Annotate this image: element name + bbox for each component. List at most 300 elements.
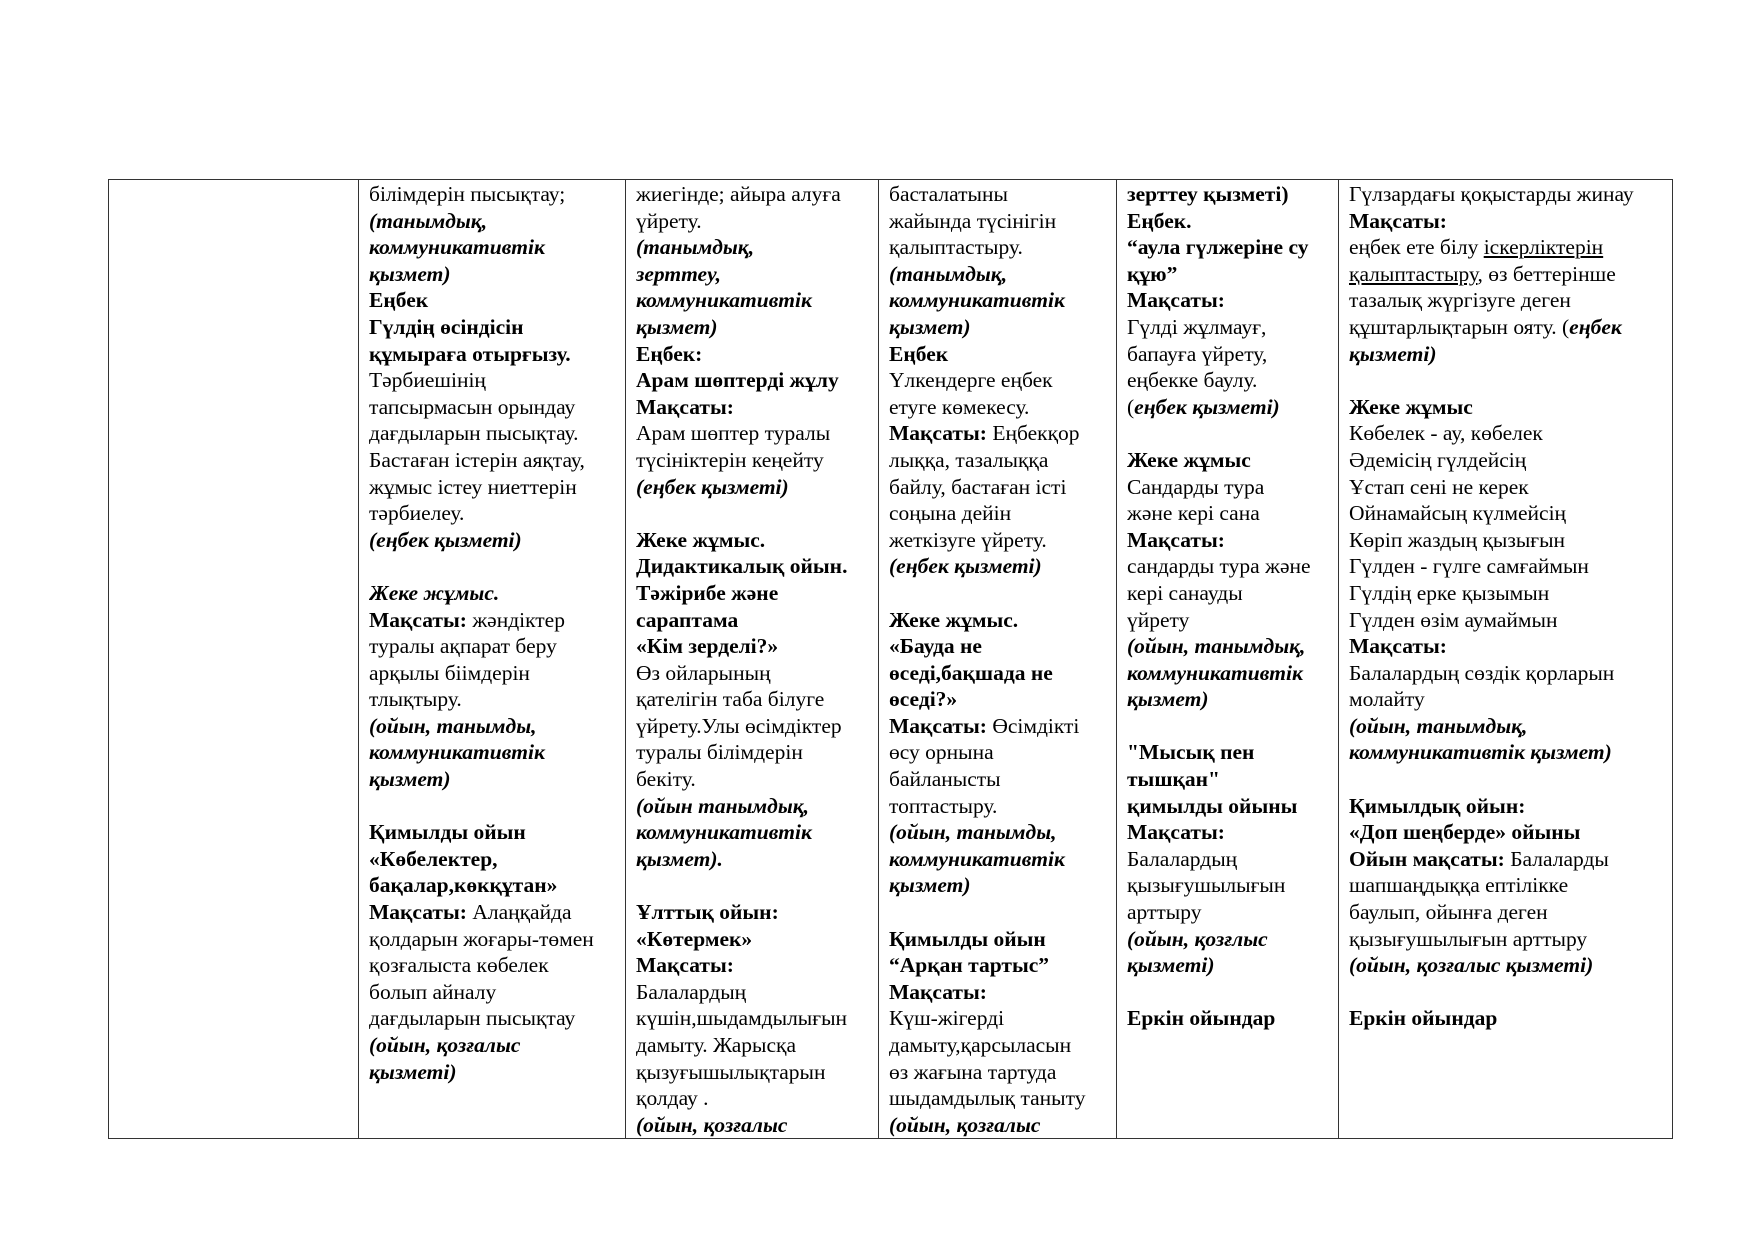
text-run: (танымдық, xyxy=(889,261,1008,286)
text-line xyxy=(889,367,1106,394)
text-line xyxy=(1127,872,1328,899)
text-run: зерттеу, xyxy=(636,261,721,286)
text-run: Дидактикалық ойын. xyxy=(636,554,848,579)
text-run: Гүлді жұлмауғ, xyxy=(1127,314,1267,339)
text-run: Мақсаты: xyxy=(889,421,993,446)
text-line xyxy=(369,1005,615,1032)
text-run: еңбек xyxy=(1569,314,1622,339)
text-line xyxy=(889,1112,1106,1137)
text-run: дамыту,қарсыласын xyxy=(889,1033,1072,1057)
text-run: Әдемісің гүлдейсің xyxy=(1349,447,1527,472)
text-run: құштарлықтарын ояту. ( xyxy=(1349,314,1570,339)
text-line xyxy=(889,926,1106,953)
text-line xyxy=(1349,633,1662,660)
text-run: коммуникативтік қызмет) xyxy=(1349,740,1612,765)
text-line xyxy=(1127,979,1328,1006)
text-line xyxy=(636,926,868,953)
text-run: Мақсаты: xyxy=(889,713,993,738)
text-line xyxy=(1127,553,1328,580)
text-run: Ойын мақсаты: xyxy=(1349,846,1511,871)
text-line xyxy=(1127,181,1328,208)
text-line xyxy=(1127,314,1328,341)
text-run: құмыраға отырғызу. xyxy=(369,341,571,366)
text-line xyxy=(1127,899,1328,926)
text-run: Жеке жұмыс. xyxy=(369,580,500,605)
text-line xyxy=(369,607,615,634)
text-line xyxy=(369,899,615,926)
text-line xyxy=(1127,607,1328,634)
text-run: Балалардың xyxy=(1127,846,1238,871)
text-run: баулып, ойынға деген xyxy=(1349,900,1548,925)
text-run: коммуникативтік xyxy=(636,288,812,313)
text-run: Ұстап сені не керек xyxy=(1349,474,1529,499)
text-line xyxy=(369,633,615,660)
text-run: қолдарын жоғары-төмен xyxy=(369,926,594,951)
text-line xyxy=(889,979,1106,1006)
text-run: Еңбек: xyxy=(636,341,703,366)
text-line xyxy=(369,766,615,793)
text-line xyxy=(369,739,615,766)
text-run: күшін,шыдамдылығын xyxy=(636,1006,848,1031)
text-run: Мақсаты: xyxy=(636,394,734,419)
text-line xyxy=(889,341,1106,368)
text-run: басталатыны xyxy=(889,182,1008,206)
text-line xyxy=(1127,447,1328,474)
text-line xyxy=(1127,341,1328,368)
text-run: Еңбек. xyxy=(1127,208,1192,233)
text-line xyxy=(636,420,868,447)
text-line xyxy=(1349,314,1662,341)
text-run: қызмет) xyxy=(1127,687,1209,712)
text-line xyxy=(1349,553,1662,580)
text-run: (танымдық, xyxy=(369,208,488,233)
text-line xyxy=(889,1032,1106,1059)
text-run: Көбелек - ау, көбелек xyxy=(1349,421,1543,446)
text-run: Мақсаты: xyxy=(636,953,734,978)
text-run: коммуникативтік xyxy=(889,846,1065,871)
text-run: Мақсаты: xyxy=(369,900,473,925)
text-run: «Доп шеңберде» ойыны xyxy=(1349,820,1581,845)
text-line xyxy=(1349,500,1662,527)
text-run: Мақсаты: xyxy=(889,979,987,1004)
text-line xyxy=(889,474,1106,501)
text-line xyxy=(1349,208,1662,235)
text-run: қызығушылығын арттыру xyxy=(1349,926,1588,951)
text-line xyxy=(889,1085,1106,1112)
text-line xyxy=(1127,686,1328,713)
text-line xyxy=(369,447,615,474)
text-line xyxy=(1349,1005,1662,1032)
text-line xyxy=(1127,846,1328,873)
text-line xyxy=(1349,420,1662,447)
table-cell-col-3 xyxy=(879,180,1117,1139)
text-line xyxy=(369,979,615,1006)
text-run: зерттеу қызметі) xyxy=(1127,182,1289,206)
text-run: болып айналу xyxy=(369,979,497,1004)
text-run: қызығушылығын xyxy=(1127,873,1286,898)
text-run: Гүлдің өсіндісін xyxy=(369,314,524,339)
text-line xyxy=(369,500,615,527)
text-run: топтастыру. xyxy=(889,793,998,818)
text-run: Балаларды xyxy=(1510,846,1609,871)
text-line xyxy=(889,394,1106,421)
text-line xyxy=(1349,872,1662,899)
text-run: (ойын танымдық, xyxy=(636,793,810,818)
text-run: Көріп жаздың қызығын xyxy=(1349,527,1566,552)
text-line xyxy=(369,181,615,208)
text-run: ( xyxy=(1127,394,1135,419)
text-line xyxy=(636,899,868,926)
text-run: түсініктерін кеңейту xyxy=(636,447,824,472)
text-line xyxy=(636,1085,868,1112)
text-run: Еңбекқор xyxy=(992,421,1080,446)
text-line xyxy=(1127,474,1328,501)
text-line xyxy=(369,660,615,687)
text-line xyxy=(889,420,1106,447)
text-line xyxy=(1127,208,1328,235)
text-line xyxy=(369,872,615,899)
text-line xyxy=(1127,500,1328,527)
text-run: өседі,бақшада не xyxy=(889,660,1053,685)
text-line xyxy=(889,607,1106,634)
text-run: бапауға үйрету, xyxy=(1127,341,1268,366)
text-line xyxy=(889,846,1106,873)
text-run: (ойын, танымды, xyxy=(369,713,537,738)
text-run: тапсырмасын орындау xyxy=(369,394,576,419)
text-run: Еркін ойындар xyxy=(1349,1006,1498,1031)
text-line xyxy=(1349,234,1662,261)
text-run: коммуникативтік xyxy=(636,820,812,845)
text-line xyxy=(889,739,1106,766)
text-run: қызметі) xyxy=(1127,953,1215,978)
text-line xyxy=(1349,474,1662,501)
text-run: өседі?» xyxy=(889,687,958,712)
text-line xyxy=(636,633,868,660)
text-run: Тәрбиешінің xyxy=(369,368,486,393)
text-line xyxy=(1349,341,1662,368)
text-run: қалыптастыру xyxy=(1349,261,1478,286)
text-line xyxy=(1127,420,1328,447)
text-run: дағдыларын пысықтау xyxy=(369,1006,576,1031)
text-line xyxy=(889,1059,1106,1086)
text-line xyxy=(636,607,868,634)
text-line xyxy=(369,314,615,341)
text-run: Арам шөптер туралы xyxy=(636,421,831,446)
text-line xyxy=(1349,739,1662,766)
text-run: қызметі) xyxy=(1349,341,1437,366)
text-run: “аула гүлжеріне су xyxy=(1127,235,1309,260)
text-run: (еңбек қызметі) xyxy=(636,474,789,499)
text-line xyxy=(1127,660,1328,687)
text-line xyxy=(1127,793,1328,820)
text-line xyxy=(1349,181,1662,208)
text-line xyxy=(889,527,1106,554)
text-run: қызмет) xyxy=(369,767,451,792)
text-line xyxy=(636,979,868,1006)
text-run: жұмыс істеу ниеттерін xyxy=(369,474,577,499)
text-line xyxy=(1349,607,1662,634)
text-run: (ойын, танымдық, xyxy=(1127,634,1306,659)
text-line xyxy=(1349,899,1662,926)
text-line xyxy=(1127,633,1328,660)
text-run: Мақсаты: xyxy=(1127,820,1225,845)
text-line xyxy=(636,1032,868,1059)
text-run: Үлкендерге еңбек xyxy=(889,368,1053,393)
text-run: (еңбек қызметі) xyxy=(889,554,1042,579)
text-line xyxy=(636,474,868,501)
text-line xyxy=(369,1059,615,1086)
text-run: тазалық жүргізуге деген xyxy=(1349,288,1571,313)
text-line xyxy=(1349,261,1662,288)
text-line xyxy=(889,314,1106,341)
text-run: Балалардың сөздік қорларын xyxy=(1349,660,1615,685)
text-run: қызмет) xyxy=(636,314,718,339)
text-line xyxy=(889,899,1106,926)
text-line xyxy=(889,872,1106,899)
text-run: шапшаңдыққа ептілікке xyxy=(1349,873,1569,898)
text-line xyxy=(1349,527,1662,554)
text-line xyxy=(1127,713,1328,740)
text-run: Ұлттық ойын: xyxy=(636,900,779,925)
table-cell-col-5 xyxy=(1339,180,1673,1139)
text-run: Өсімдікті xyxy=(992,713,1080,738)
text-line xyxy=(889,1005,1106,1032)
text-line xyxy=(636,872,868,899)
text-line xyxy=(1127,580,1328,607)
text-run: сараптама xyxy=(636,607,739,632)
text-run: еңбек қызметі) xyxy=(1134,394,1280,419)
text-line xyxy=(369,287,615,314)
text-run: білімдерін пысықтау; xyxy=(369,182,566,206)
text-run: “Арқан тартыс” xyxy=(889,953,1050,978)
text-line xyxy=(369,208,615,235)
text-run: дағдыларын пысықтау. xyxy=(369,421,579,446)
text-line xyxy=(889,713,1106,740)
text-run: соңына дейін xyxy=(889,501,1012,526)
text-run: қимылды ойыны xyxy=(1127,793,1298,818)
text-run: арқылы біімдерін xyxy=(369,660,530,685)
text-line xyxy=(636,819,868,846)
text-run: Еңбек xyxy=(889,341,949,366)
text-line xyxy=(1349,952,1662,979)
text-line xyxy=(636,846,868,873)
text-run: қызмет) xyxy=(889,873,971,898)
text-run: молайту xyxy=(1349,687,1425,712)
text-run: қызуғышылықтарын xyxy=(636,1059,826,1084)
text-run: өсу орнына xyxy=(889,740,994,765)
text-line xyxy=(369,367,615,394)
text-run: қызмет) xyxy=(889,314,971,339)
text-line xyxy=(889,633,1106,660)
text-run: Балалардың xyxy=(636,979,747,1004)
text-run: , өз беттерінше xyxy=(1477,261,1616,286)
text-line xyxy=(889,500,1106,527)
text-line xyxy=(636,952,868,979)
text-run: (танымдық, xyxy=(636,235,755,260)
text-run: лыққа, тазалыққа xyxy=(889,447,1049,472)
text-line xyxy=(1127,739,1328,766)
text-line xyxy=(369,580,615,607)
text-run: «Көбелектер, xyxy=(369,846,498,871)
text-run: тәрбиелеу. xyxy=(369,501,465,526)
text-run: Қимылды ойын xyxy=(889,926,1046,951)
text-run: қателігін таба білуге xyxy=(636,687,825,712)
text-line xyxy=(1349,979,1662,1006)
text-run: бақалар,көкқұтан» xyxy=(369,873,558,898)
text-line xyxy=(369,394,615,421)
text-line xyxy=(636,739,868,766)
text-run: жайында түсінігін xyxy=(889,208,1057,233)
text-run: туралы білімдерін xyxy=(636,740,803,765)
text-line xyxy=(1127,261,1328,288)
text-line xyxy=(889,208,1106,235)
text-line xyxy=(636,500,868,527)
text-run: "Мысық пен xyxy=(1127,740,1255,765)
text-line xyxy=(889,287,1106,314)
plan-table xyxy=(108,179,1673,1139)
text-line xyxy=(889,580,1106,607)
table-cell-col-1 xyxy=(359,180,626,1139)
text-run: коммуникативтік xyxy=(889,288,1065,313)
text-line xyxy=(636,394,868,421)
text-line xyxy=(369,261,615,288)
text-line xyxy=(1127,394,1328,421)
text-run: Гүлден өзім аумаймын xyxy=(1349,607,1558,632)
text-run: Мақсаты: xyxy=(1349,208,1447,233)
text-line xyxy=(1349,713,1662,740)
text-line xyxy=(1349,367,1662,394)
text-run: Қимылды ойын xyxy=(369,820,526,845)
text-line xyxy=(889,819,1106,846)
text-line xyxy=(1349,766,1662,793)
text-run: және кері сана xyxy=(1127,501,1260,526)
text-run: (ойын, қозғалыс xyxy=(369,1033,521,1057)
text-run: еңбекке баулу. xyxy=(1127,368,1258,393)
text-line xyxy=(1349,447,1662,474)
text-run: Қимылдық ойын: xyxy=(1349,793,1526,818)
text-run: үйрету xyxy=(1127,607,1190,632)
text-run: тлықтыру. xyxy=(369,687,462,712)
text-line xyxy=(889,952,1106,979)
text-run: құю” xyxy=(1127,261,1178,286)
text-run: Күш-жігерді xyxy=(889,1006,1005,1031)
text-run: «Көтермек» xyxy=(636,926,753,951)
text-run: туралы ақпарат беру xyxy=(369,634,557,659)
text-run: Еңбек xyxy=(369,288,429,313)
text-line xyxy=(1127,367,1328,394)
text-line xyxy=(369,952,615,979)
text-line xyxy=(889,181,1106,208)
text-line xyxy=(636,367,868,394)
text-line xyxy=(1127,819,1328,846)
text-run: Бастаған істерін аяқтау, xyxy=(369,447,585,472)
text-line xyxy=(1349,819,1662,846)
text-run: Сандарды тура xyxy=(1127,474,1265,499)
text-line xyxy=(1349,793,1662,820)
text-run: арттыру xyxy=(1127,900,1202,925)
text-line xyxy=(636,686,868,713)
text-line xyxy=(1349,926,1662,953)
text-line xyxy=(636,1059,868,1086)
text-line xyxy=(636,527,868,554)
text-run: дамыту. Жарысқа xyxy=(636,1033,796,1057)
text-run: Алаңқайда xyxy=(472,900,572,925)
text-line xyxy=(369,420,615,447)
text-run: коммуникативтік xyxy=(1127,660,1303,685)
text-line xyxy=(1349,686,1662,713)
text-run: іскерліктерін xyxy=(1483,235,1604,260)
text-run: Тәжірибе және xyxy=(636,580,779,605)
text-line xyxy=(1349,846,1662,873)
text-run: қозғалыста көбелек xyxy=(369,953,549,978)
text-run: байланысты xyxy=(889,767,1001,792)
text-line xyxy=(636,766,868,793)
text-line xyxy=(889,793,1106,820)
text-line xyxy=(636,314,868,341)
text-run: (ойын, қозғалыс xyxy=(636,1112,788,1137)
text-run: еңбек ете білу xyxy=(1349,235,1484,260)
text-line xyxy=(636,660,868,687)
text-line xyxy=(1349,660,1662,687)
text-run: (ойын, қозғалыс xyxy=(889,1112,1041,1137)
text-line xyxy=(636,1005,868,1032)
text-line xyxy=(369,234,615,261)
text-line xyxy=(889,553,1106,580)
text-line xyxy=(636,793,868,820)
text-line xyxy=(636,1112,868,1137)
text-line xyxy=(369,793,615,820)
text-line xyxy=(636,713,868,740)
text-run: Еркін ойындар xyxy=(1127,1006,1276,1031)
table-cell-col-0 xyxy=(109,180,359,1139)
text-run: Өз ойларының xyxy=(636,660,771,685)
text-run: етуге көмекесу. xyxy=(889,394,1030,419)
text-line xyxy=(636,580,868,607)
text-run: «Бауда не xyxy=(889,634,982,659)
text-line xyxy=(369,474,615,501)
table-cell-col-4 xyxy=(1117,180,1339,1139)
text-run: Жеке жұмыс. xyxy=(636,527,766,552)
text-run: Гүлдің ерке қызымын xyxy=(1349,580,1550,605)
text-line xyxy=(1127,234,1328,261)
text-run: кері санауды xyxy=(1127,580,1243,605)
text-line xyxy=(369,553,615,580)
table-row xyxy=(109,180,1673,1139)
text-run: (ойын, танымды, xyxy=(889,820,1057,845)
text-line xyxy=(889,447,1106,474)
text-run: Мақсаты: xyxy=(1127,527,1225,552)
text-run: қызмет). xyxy=(636,846,723,871)
text-line xyxy=(636,181,868,208)
text-run: коммуникативтік xyxy=(369,235,545,260)
text-run: қызметі) xyxy=(369,1059,457,1084)
text-run: бекіту. xyxy=(636,767,696,792)
text-run: Мақсаты: xyxy=(1349,634,1447,659)
text-line xyxy=(1127,287,1328,314)
text-line xyxy=(1127,766,1328,793)
text-line xyxy=(636,234,868,261)
text-run: сандарды тура және xyxy=(1127,554,1311,579)
text-run: Гүлден - гүлге самғаймын xyxy=(1349,554,1589,579)
text-line xyxy=(889,766,1106,793)
text-run: өз жағына тартуда xyxy=(889,1059,1057,1084)
text-line xyxy=(636,261,868,288)
text-run: Жеке жұмыс. xyxy=(889,607,1019,632)
text-line xyxy=(1127,1005,1328,1032)
text-line xyxy=(369,1032,615,1059)
text-run: үйрету. xyxy=(636,208,702,233)
text-run: (ойын, танымдық, xyxy=(1349,713,1528,738)
